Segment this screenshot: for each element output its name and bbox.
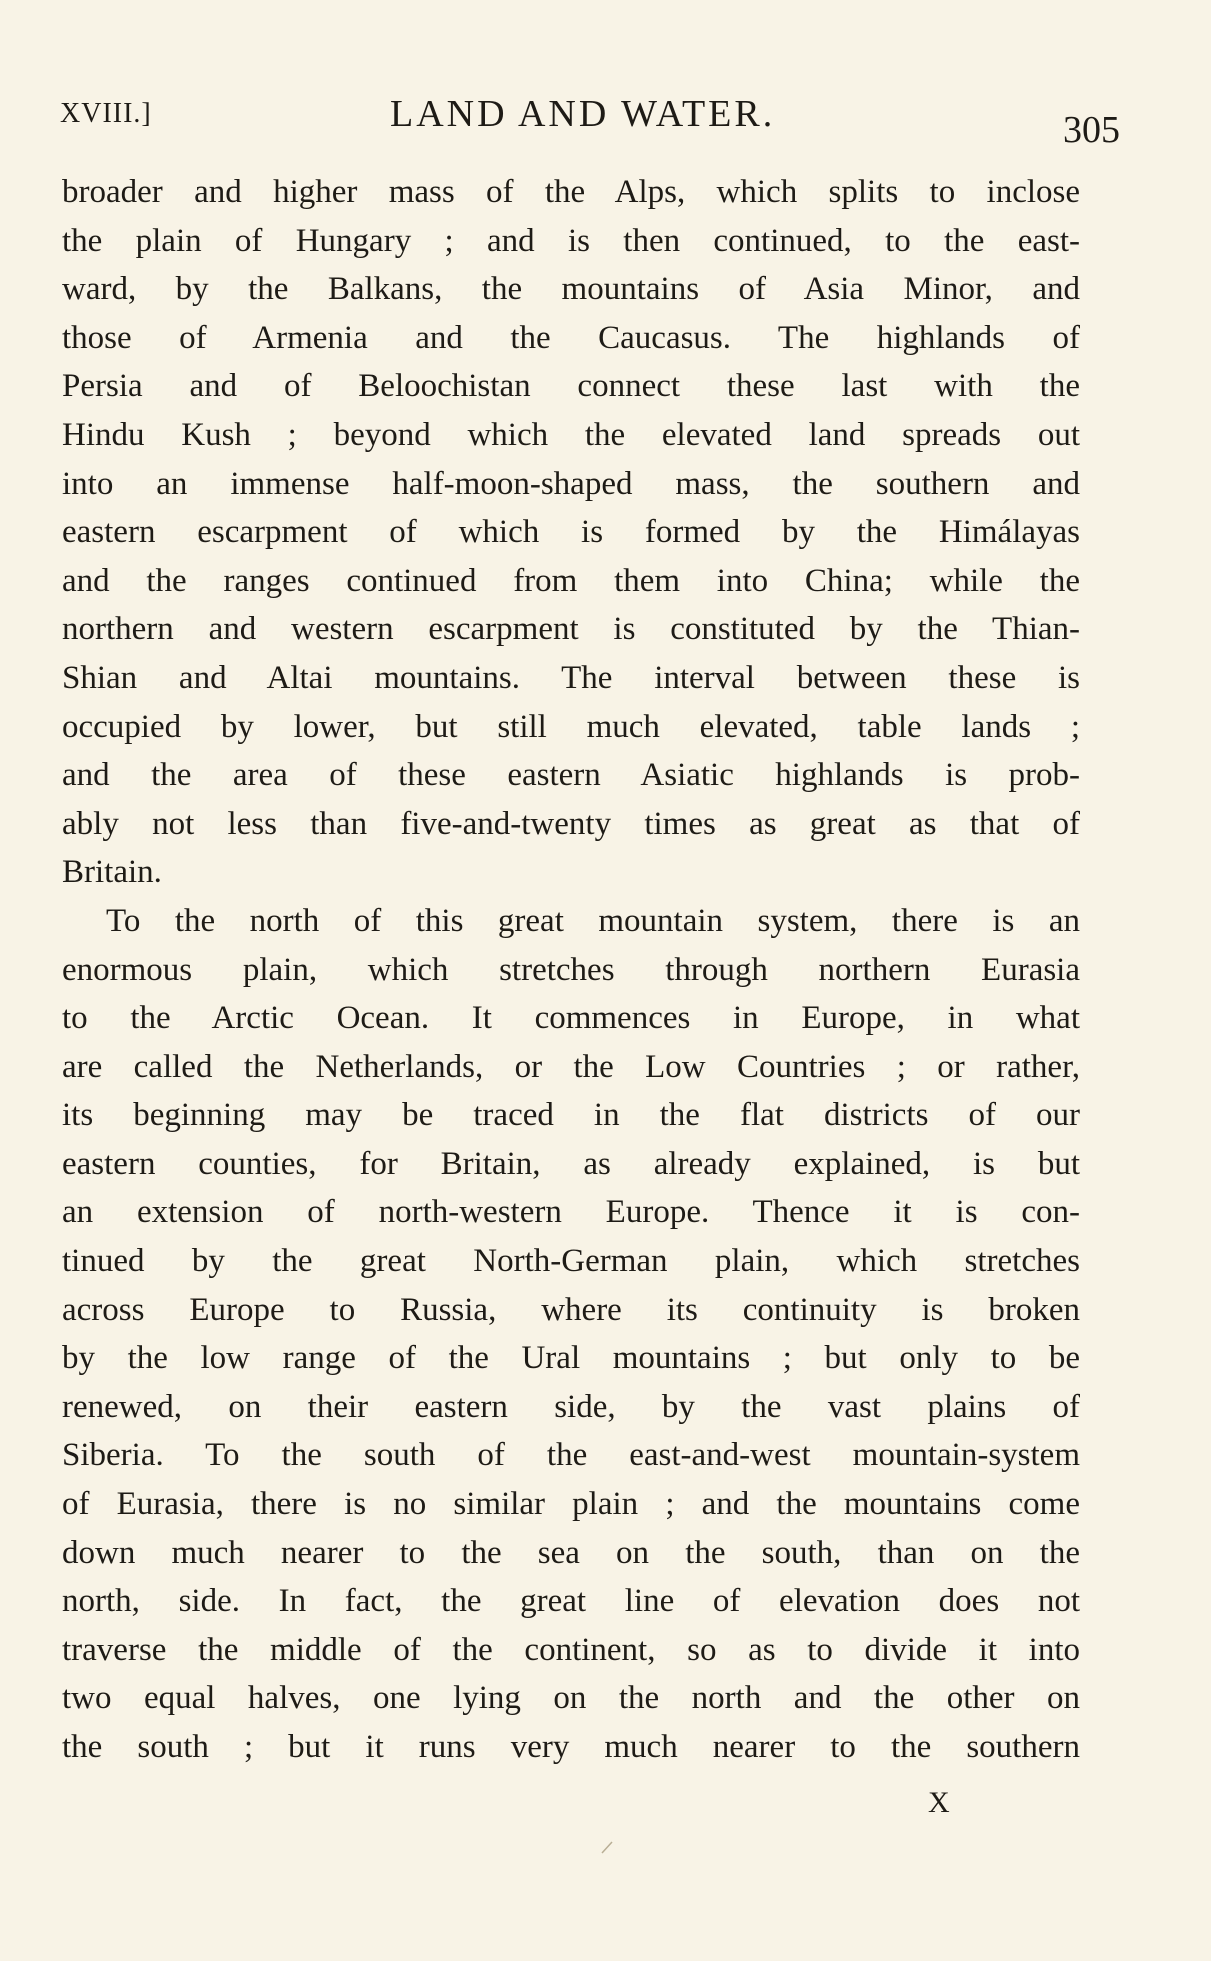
text-line: to the Arctic Ocean. It commences in Europe, in what [62, 1000, 1080, 1037]
text-line: two equal halves, one lying on the north and the other on [62, 1680, 1080, 1717]
text-line: ably not less than five-and-twenty times as great as that of [62, 805, 1080, 842]
text-line: traverse the middle of the continent, so as to divide it into [62, 1631, 1080, 1668]
running-head [60, 92, 1120, 151]
text-line: of Eurasia, there is no similar plain ; and the mountains come [62, 1486, 1080, 1523]
text-line: eastern counties, for Britain, as already explained, is but [62, 1145, 1080, 1182]
text-line: down much nearer to the sea on the south, than on the [62, 1534, 1080, 1571]
text-line: and the area of these eastern Asiatic highlands is prob- [62, 757, 1080, 794]
text-line: Persia and of Beloochistan connect these last with the [62, 368, 1080, 405]
text-line: north, side. In fact, the great line of elevation does not [62, 1583, 1080, 1620]
pencil-tick-mark [600, 1836, 620, 1856]
text-line: tinued by the great North-German plain, which stretches [62, 1243, 1080, 1280]
paragraph-end-line: Britain. [62, 854, 162, 891]
text-line: Shian and Altai mountains. The interval between these is [62, 659, 1080, 696]
text-line: renewed, on their eastern side, by the vast plains of [62, 1388, 1080, 1425]
text-line: those of Armenia and the Caucasus. The highlands of [62, 319, 1080, 356]
signature-mark: X [928, 1786, 950, 1819]
page-number: 305 [1063, 109, 1120, 151]
chapter-number: XVIII.] [60, 98, 152, 129]
running-title: LAND AND WATER. [390, 93, 776, 135]
text-line: are called the Netherlands, or the Low Countries ; or rather, [62, 1048, 1080, 1085]
text-line: by the low range of the Ural mountains ; but only to be [62, 1340, 1080, 1377]
text-line: into an immense half-moon-shaped mass, the southern and [62, 465, 1080, 502]
text-line: Hindu Kush ; beyond which the elevated land spreads out [62, 416, 1080, 453]
paragraph-start-line: To the north of this great mountain system, there is an [106, 902, 1080, 939]
text-line: eastern escarpment of which is formed by the Himálayas [62, 514, 1080, 551]
text-line: and the ranges continued from them into China; while the [62, 562, 1080, 599]
text-line: an extension of north-western Europe. Thence it is con- [62, 1194, 1080, 1231]
text-line: enormous plain, which stretches through northern Eurasia [62, 951, 1080, 988]
text-line: Siberia. To the south of the east-and-west mountain-system [62, 1437, 1080, 1474]
text-line: occupied by lower, but still much elevated, table lands ; [62, 708, 1080, 745]
text-line: the plain of Hungary ; and is then continued, to the east- [62, 222, 1080, 259]
text-line: across Europe to Russia, where its continuity is broken [62, 1291, 1080, 1328]
text-line: its beginning may be traced in the flat districts of our [62, 1097, 1080, 1134]
text-line: broader and higher mass of the Alps, which splits to inclose [62, 174, 1080, 210]
text-line: the south ; but it runs very much nearer to the southern [62, 1729, 1080, 1765]
text-line: northern and western escarpment is constituted by the Thian- [62, 611, 1080, 648]
body-text [62, 168, 1080, 1772]
text-line: ward, by the Balkans, the mountains of Asia Minor, and [62, 271, 1080, 308]
